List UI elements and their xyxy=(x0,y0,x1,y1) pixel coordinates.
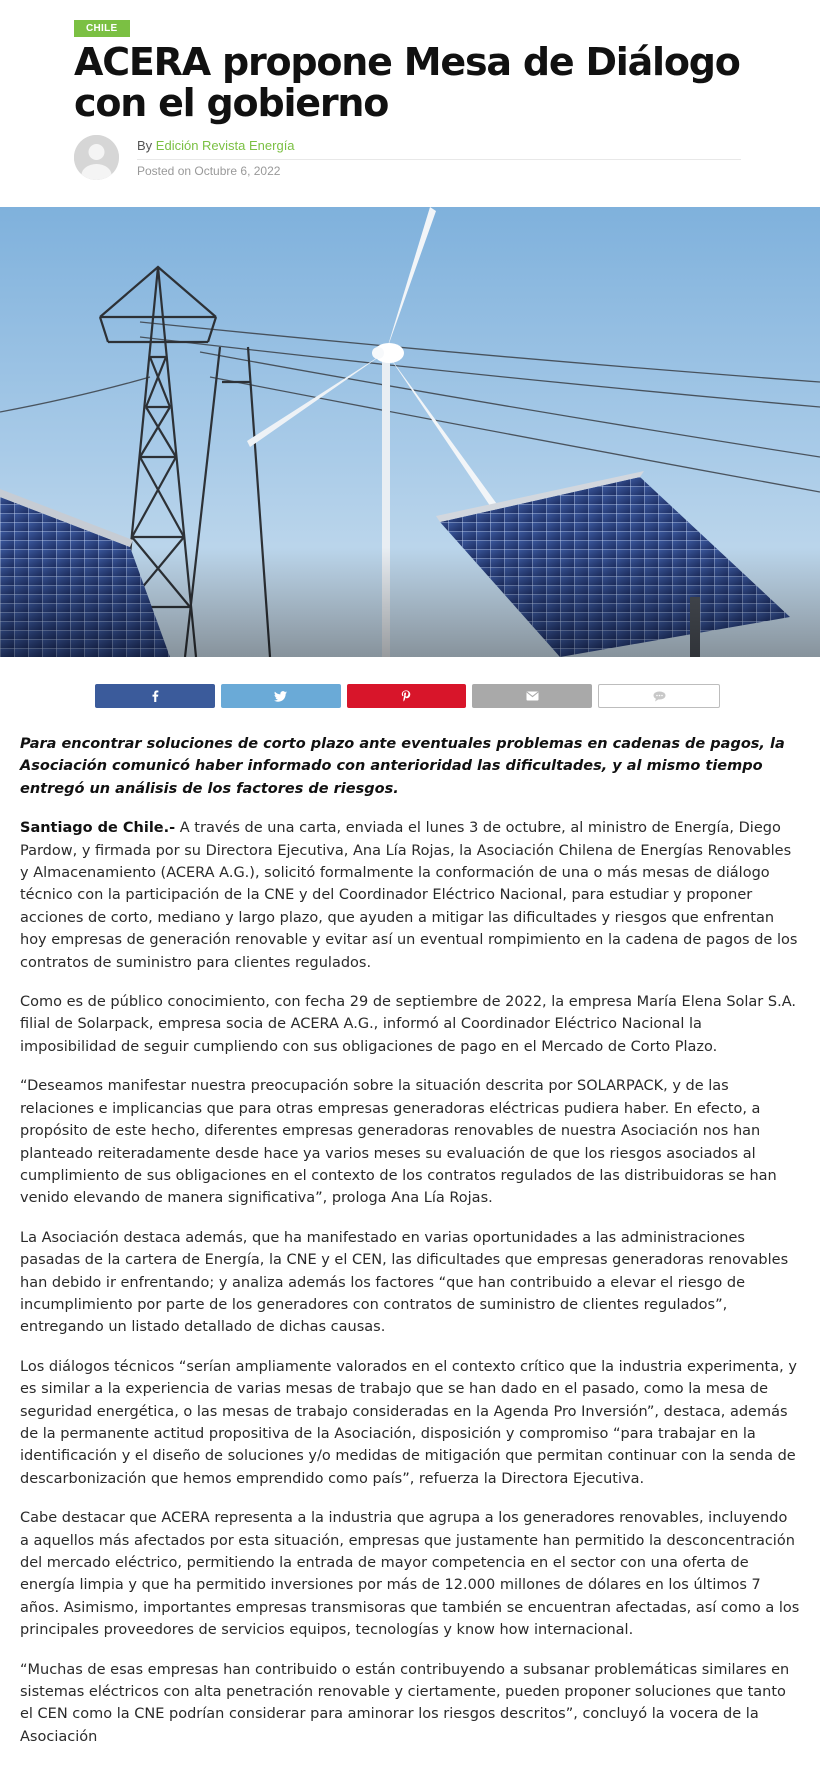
paragraph-5: Los diálogos técnicos “serían ampliamente valorados en el contexto crítico que la industria experimenta, y es similar a la experiencia de varias mesas de trabajo que se han dado en el pasado, como la mesa de seguridad energética, o las mesas de trabajo consideradas en la Agenda Pro Inversión”, destaca, además de la permanente actitud propositiva de la Asociación, disposición y compromiso “para trabajar en la identificación y el diseño de soluciones y/o medidas de mitigación que permitan continuar con la senda de descarbonización que hemos emprendido como país”, refuerza la Directora Ejecutiva. xyxy=(20,1358,797,1487)
email-icon xyxy=(526,691,539,701)
facebook-icon xyxy=(150,690,160,702)
share-facebook-button[interactable] xyxy=(95,684,215,708)
paragraph-7: “Muchas de esas empresas han contribuido o están contribuyendo a subsanar problemáticas similares en sistemas eléctricos con alta penetración renovable y ciertamente, pueden proponer soluciones que tanto el CEN como la CNE podrían considerar para aminorar los riesgos descritos”, concluyó la vocera de la Asociación xyxy=(20,1661,790,1745)
byline xyxy=(137,138,741,160)
paragraph-3: “Deseamos manifestar nuestra preocupación sobre la situación descrita por SOLARPACK, y de las relaciones e implicancias que para otras empresas generadoras eléctricas pudiera haber. En efecto, a propósito de este hecho, diferentes empresas generadoras renovables de nuestra Asociación nos han planteado reiteradamente desde hace ya varios meses su evaluación de que los riesgos asociados al cumplimiento de sus obligaciones en el contexto de los contratos regulados de las distribuidoras se han venido elevando de manera significativa”, prologa Ana Lía Rojas. xyxy=(20,1078,777,1207)
category-badge[interactable]: CHILE xyxy=(74,20,130,37)
wind-solar-photo xyxy=(0,207,820,657)
article-body xyxy=(20,733,800,1765)
article-header xyxy=(0,0,820,207)
share-bar xyxy=(95,684,720,708)
author-link[interactable]: Edición Revista Energía xyxy=(155,138,295,153)
comment-icon xyxy=(653,691,666,702)
paragraph-1-text: A través de una carta, enviada el lunes 3 de octubre, al ministro de Energía, Diego Pardow, y firmada por su Directora Ejecutiva, Ana Lía Rojas, la Asociación Chilena de Energías Renovables y Almacenamiento (ACERA A.G.), solicitó formalmente la conformación de una o más mesas de diálogo técnico con la participación de la CNE y del Coordinador Eléctrico Nacional, para estudiar y proponer acciones de corto, mediano y largo plazo, que ayuden a mitigar las dificultades y riesgos que enfrentan hoy empresas de generación renovable y evitar así un eventual rompimiento en la cadena de pagos de los contratos de suministro para clientes regulados. xyxy=(20,820,798,971)
paragraph-1 xyxy=(20,817,800,974)
article-lead: Para encontrar soluciones de corto plazo ante eventuales problemas en cadenas de pagos, la Asociación comunicó haber informado con anterioridad las dificultades, y al mismo tiempo entregó un análisis de los factores de riesgos. xyxy=(20,736,785,797)
paragraph-4: La Asociación destaca además, que ha manifestado en varias oportunidades a las administraciones pasadas de la cartera de Energía, la CNE y el CEN, las dificultades que empresas generadoras renovables han debido ir enfrentando; y analiza además los factores “que han contribuido a elevar el riesgo de incumplimiento por parte de los generadores con contratos de suministro de clientes regulados”, entregando un listado detallado de dichas causas. xyxy=(20,1229,789,1336)
paragraph-6: Cabe destacar que ACERA representa a la industria que agrupa a los generadores renovables, incluyendo a aquellos más afectados por esta situación, empresas que justamente han permitido la desconcentración del mercado eléctrico, permitiendo la entrada de mayor competencia en el sector con una oferta de energía limpia y que ha permitido inversiones por más de 12.000 millones de dólares en los últimos 7 años. Asimismo, importantes empresas transmisoras que también se encuentran afectadas, así como a los principales proveedores de servicios equipos, tecnologías y know how internacional. xyxy=(20,1510,800,1639)
pinterest-icon xyxy=(401,690,411,702)
by-label: By xyxy=(137,138,153,153)
paragraph-2: Como es de público conocimiento, con fecha 29 de septiembre de 2022, la empresa María Elena Solar S.A. filial de Solarpack, empresa socia de ACERA A.G., informó al Coordinador Eléctrico Nacional la imposibilidad de seguir cumpliendo con sus obligaciones de pago en el Mercado de Corto Plazo. xyxy=(20,994,796,1055)
hero-image xyxy=(0,207,820,657)
comments-button[interactable] xyxy=(598,684,720,708)
share-pinterest-button[interactable] xyxy=(347,684,467,708)
article-title: ACERA propone Mesa de Diálogo con el gobierno xyxy=(74,40,740,125)
share-email-button[interactable] xyxy=(472,684,592,708)
dateline: Santiago de Chile.- xyxy=(20,820,176,837)
author-avatar[interactable] xyxy=(74,135,119,180)
twitter-icon xyxy=(274,691,287,702)
post-date: Posted on Octubre 6, 2022 xyxy=(137,164,281,178)
user-icon xyxy=(74,135,119,180)
share-twitter-button[interactable] xyxy=(221,684,341,708)
